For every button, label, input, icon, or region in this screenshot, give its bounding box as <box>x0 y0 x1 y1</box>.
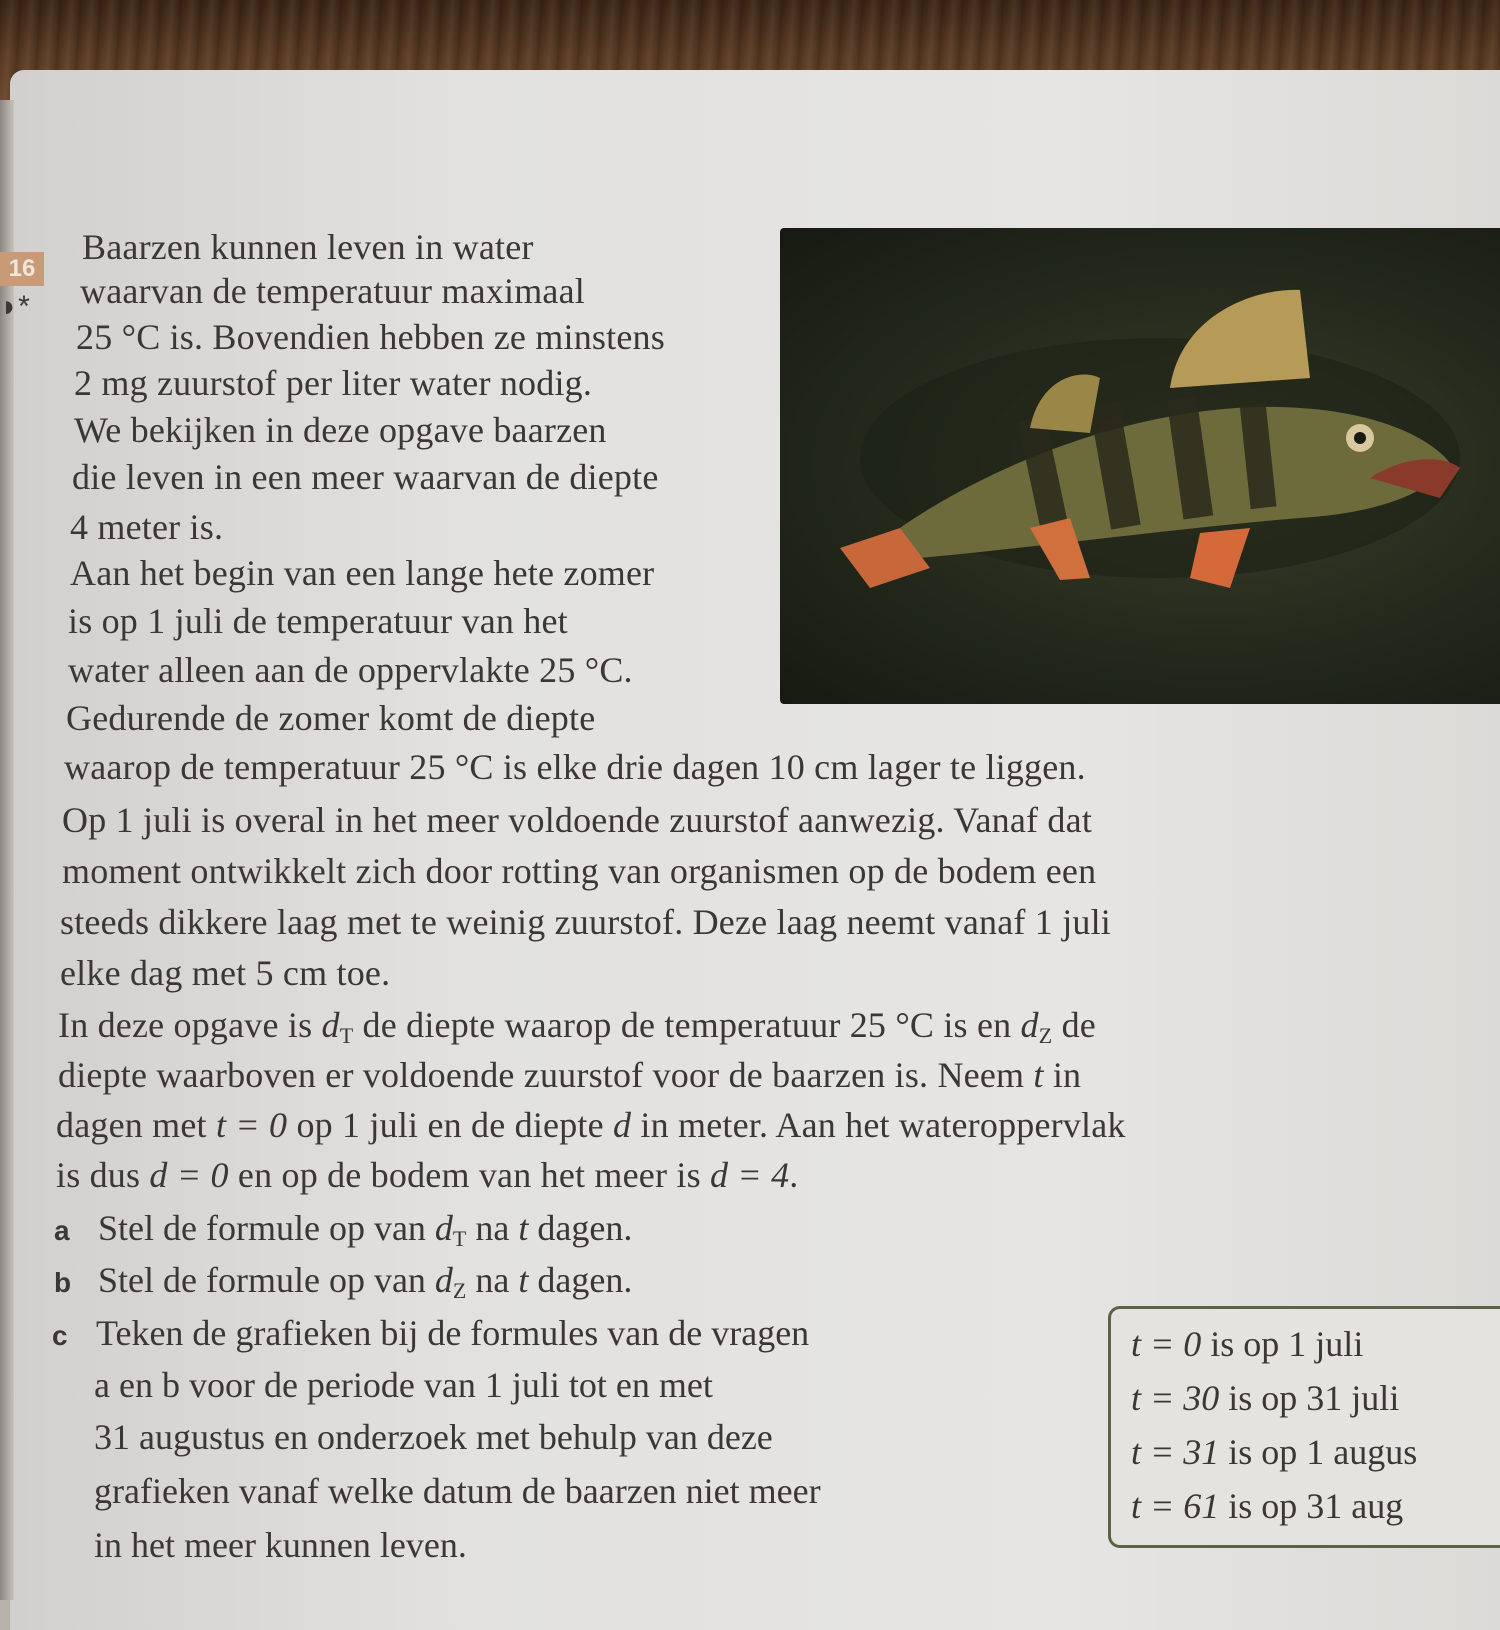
intro-line-5: We bekijken in deze opgave baarzen <box>74 410 607 450</box>
intro-line-1: Baarzen kunnen leven in water <box>82 227 534 267</box>
intro-line-4: 2 mg zuurstof per liter water nodig. <box>74 363 593 403</box>
intro-line-7: 4 meter is. <box>70 507 224 547</box>
question-b-label: b <box>54 1267 72 1298</box>
question-c-line-2: a en b voor de periode van 1 juli tot en met <box>94 1365 713 1405</box>
question-c-label: c <box>52 1320 68 1351</box>
exercise-number-badge: 16 <box>0 252 44 286</box>
body-line-1: waarop de temperatuur 25 °C is elke drie dagen 10 cm lager te liggen. <box>64 747 1086 787</box>
intro-line-11: Gedurende de zomer komt de diepte <box>66 698 596 738</box>
question-c-line-4: grafieken vanaf welke datum de baarzen niet meer <box>94 1471 821 1511</box>
intro-line-10: water alleen aan de oppervlakte 25 °C. <box>68 650 633 690</box>
intro-line-9: is op 1 juli de temperatuur van het <box>68 601 568 641</box>
difficulty-star-icon: ◗* <box>0 290 30 323</box>
body-line-2: Op 1 juli is overal in het meer voldoende zuurstof aanwezig. Vanaf dat <box>62 800 1093 840</box>
body-line-4: steeds dikkere laag met te weinig zuurstof. Deze laag neemt vanaf 1 juli <box>60 902 1111 942</box>
question-b: b Stel de formule op van $d_Z$ na t dagen. <box>54 1255 632 1316</box>
date-ref-row: t = 31 is op 1 augus <box>1131 1432 1418 1472</box>
question-a: a Stel de formule op van $d_T$ na t dagen. <box>54 1203 632 1264</box>
question-c-line-1: c Teken de grafieken bij de formules van de vragen <box>52 1308 809 1361</box>
intro-line-2: waarvan de temperatuur maximaal <box>80 271 585 311</box>
date-ref-row: t = 61 is op 31 aug <box>1131 1486 1404 1526</box>
body-line-3: moment ontwikkelt zich door rotting van organismen op de bodem een <box>62 851 1097 891</box>
page-spine-shadow <box>0 100 14 1600</box>
intro-line-8: Aan het begin van een lange hete zomer <box>70 553 655 593</box>
date-reference-box <box>1108 1306 1500 1548</box>
fish-illustration <box>780 228 1500 704</box>
definition-line-2: diepte waarboven er voldoende zuurstof voor de baarzen is. Neem t in <box>58 1055 1082 1095</box>
date-ref-row: t = 0 is op 1 juli <box>1131 1324 1364 1364</box>
question-c-line-3: 31 augustus en onderzoek met behulp van deze <box>94 1417 773 1457</box>
definition-line-1: In deze opgave is $d_T$ de diepte waarop de temperatuur 25 °C is en $d_Z$ de <box>58 1005 1096 1048</box>
perch-fish-photo <box>780 228 1500 704</box>
question-a-label: a <box>54 1215 70 1246</box>
date-ref-row: t = 30 is op 31 juli <box>1131 1378 1400 1418</box>
intro-line-3: 25 °C is. Bovendien hebben ze minstens <box>76 317 665 357</box>
definition-line-4: is dus d = 0 en op de bodem van het meer is d = 4. <box>56 1155 799 1195</box>
body-line-5: elke dag met 5 cm toe. <box>60 953 391 993</box>
question-c-line-5: in het meer kunnen leven. <box>94 1525 467 1565</box>
intro-line-6: die leven in een meer waarvan de diepte <box>72 457 659 497</box>
definition-line-3: dagen met t = 0 op 1 juli en de diepte d in meter. Aan het wateroppervlak <box>56 1105 1126 1145</box>
